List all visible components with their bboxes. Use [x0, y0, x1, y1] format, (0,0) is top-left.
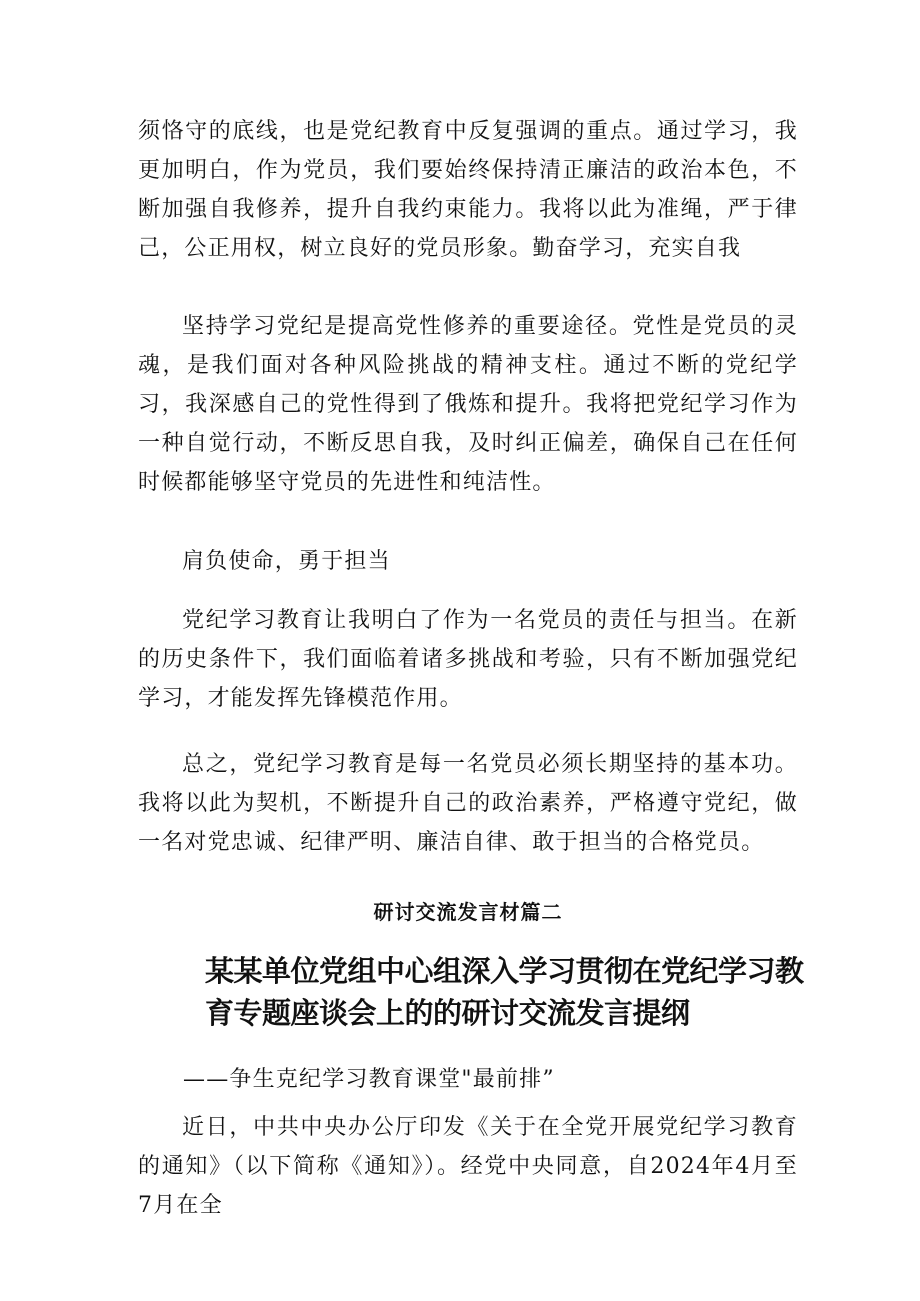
paragraph-notice: 近日，中共中央办公厅印发《关于在全党开展党纪学习教育的通知》（以下简称《通知》）。经党中央同意，自2024年4月至7月在全: [138, 1115, 798, 1218]
paragraph-conclusion: 总之，党纪学习教育是每一名党员必须长期坚持的基本功。我将以此为契机，不断提升自己的政治素养，严格遵守党纪，做一名对党忠诚、纪律严明、廉洁自律、敢于担当的合格党员。: [138, 752, 798, 855]
section-title: 研讨交流发言材篇二: [373, 900, 563, 924]
document-subtitle: ——争生克纪学习教育课堂"最前排”: [183, 1067, 555, 1092]
paragraph-party-spirit: 坚持学习党纪是提高党性修养的重要途径。党性是党员的灵魂，是我们面对各种风险挑战的精神支柱。通过不断的党纪学习，我深感自己的党性得到了俄炼和提升。我将把党纪学习作为一种自觉行动，不断反思自我，及时纠正偏差，确保自己在任何时候都能够坚守党员的先进性和纯洁性。: [138, 314, 798, 495]
paragraph-integrity: 须恪守的底线，也是党纪教育中反复强调的重点。通过学习，我更加明白，作为党员，我们要始终保持清正廉洁的政治本色，不断加强自我修养，提升自我约束能力。我将以此为准绳，严于律己，公正用权，树立良好的党员形象。勤奋学习，充实自我: [138, 119, 798, 261]
paragraph-heading-mission: 肩负使命，勇于担当: [182, 549, 391, 574]
paragraph-responsibility: 党纪学习教育让我明白了作为一名党员的责任与担当。在新的历史条件下，我们面临着诸多挑战和考验，只有不断加强党纪学习，才能发挥先锋模范作用。: [138, 608, 798, 711]
document-title: 某某单位党组中心组深入学习贯彻在党纪学习教育专题座谈会上的的研讨交流发言提纲: [205, 954, 804, 1030]
